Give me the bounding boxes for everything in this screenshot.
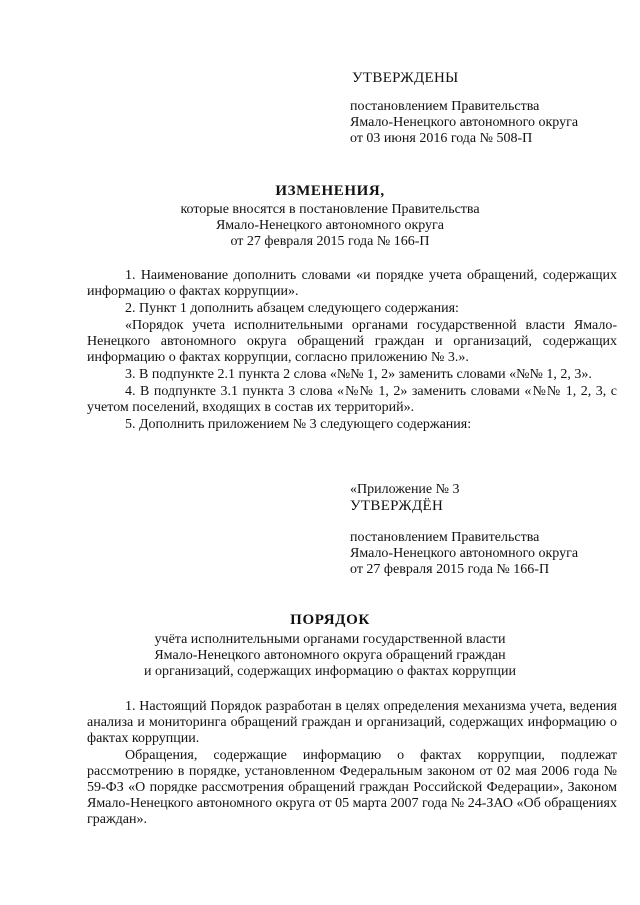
changes-subtitle-1: которые вносятся в постановление Правительства — [180, 202, 480, 217]
appendix-heading: УТВЕРЖДЁН — [350, 498, 444, 514]
changes-subtitle-3: от 27 февраля 2015 года № 166-П — [230, 234, 430, 249]
order-item-2: Обращения, содержащие информацию о фактах коррупции, подлежат рассмотрению в порядке, установленном Федеральным законом от 02 мая 2006 года № 59-ФЗ «О порядке рассмотрения обращений граждан Российской Федерации», Законом Ямало-Ненецкого автономного округа от 05 марта 2007 года № 24-ЗАО «Об обращениях граждан». — [87, 748, 617, 827]
changes-title: ИЗМЕНЕНИЯ, — [275, 183, 385, 199]
changes-item-3: 3. В подпункте 2.1 пункта 2 слова «№№ 1, 2» заменить словами «№№ 1, 2, 3». — [125, 367, 592, 382]
order-subtitle-2: Ямало-Ненецкого автономного округа обращений граждан — [154, 648, 506, 663]
appendix-line-3: от 27 февраля 2015 года № 166-П — [350, 562, 550, 577]
approval-line-3: от 03 июня 2016 года № 508-П — [350, 131, 533, 146]
appendix-details — [350, 530, 620, 578]
appendix-line-2: Ямало-Ненецкого автономного округа — [350, 546, 579, 561]
changes-item-5: 5. Дополнить приложением № 3 следующего содержания: — [125, 417, 472, 432]
appendix-line-1: постановлением Правительства — [350, 530, 540, 545]
approval-heading: УТВЕРЖДЕНЫ — [352, 70, 459, 86]
changes-body — [87, 268, 617, 433]
changes-header — [60, 183, 600, 250]
order-item-1: 1. Настоящий Порядок разработан в целях определения механизма учета, ведения анализа и мониторинга обращений граждан и организаций, содержащих информацию о фактах коррупции. — [87, 699, 617, 746]
changes-item-1: 1. Наименование дополнить словами «и порядке учета обращений, содержащих информацию о фактах коррупции». — [87, 268, 617, 299]
changes-subtitle-2: Ямало-Ненецкого автономного округа — [215, 218, 445, 233]
approval-line-2: Ямало-Ненецкого автономного округа — [350, 115, 579, 130]
appendix-label: «Приложение № 3 — [350, 482, 460, 497]
appendix-stamp — [350, 482, 610, 514]
changes-item-4: 4. В подпункте 3.1 пункта 3 слова «№№ 1, 2» заменить словами «№№ 1, 2, 3, с учетом поселений, входящих в состав их территорий». — [87, 384, 617, 415]
order-title: ПОРЯДОК — [290, 612, 370, 628]
approval-stamp — [352, 70, 612, 86]
approval-details — [350, 99, 620, 147]
order-body — [87, 699, 617, 828]
order-header — [60, 612, 600, 680]
changes-item-2-quote: «Порядок учета исполнительными органами государственной власти Ямало-Ненецкого автономного округа обращений граждан и организаций, содержащих информацию о фактах коррупции, согласно приложению № 3.». — [87, 318, 617, 365]
order-subtitle-1: учёта исполнительными органами государственной власти — [154, 632, 506, 647]
approval-line-1: постановлением Правительства — [350, 99, 540, 114]
changes-item-2: 2. Пункт 1 дополнить абзацем следующего содержания: — [125, 301, 459, 316]
order-subtitle-3: и организаций, содержащих информацию о фактах коррупции — [143, 664, 516, 679]
